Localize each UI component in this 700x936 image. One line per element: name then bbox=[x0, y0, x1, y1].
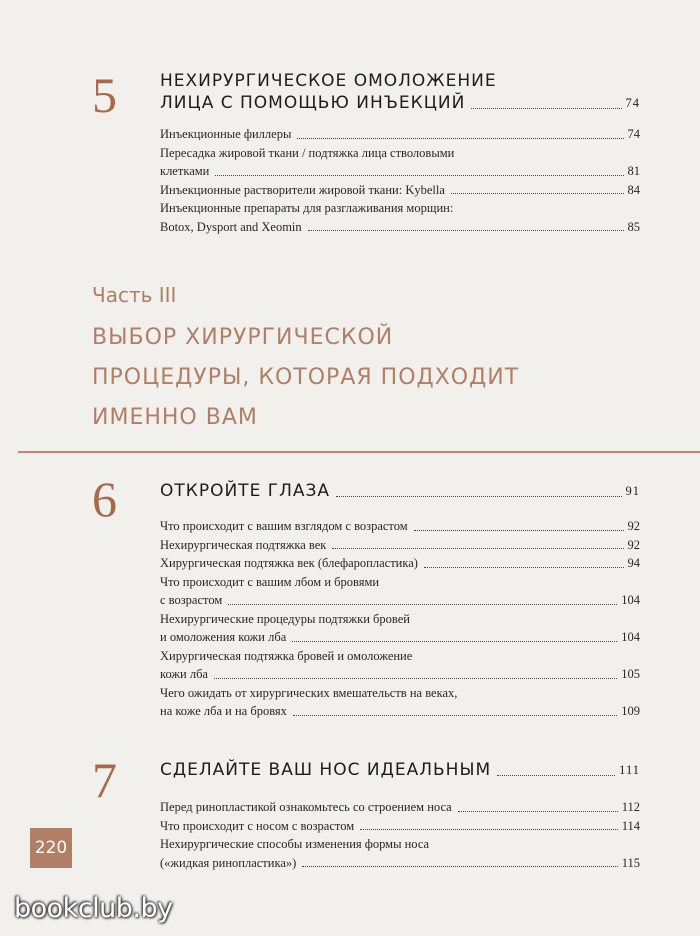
leader-dots bbox=[293, 715, 617, 716]
part-title-line: ПРОЦЕДУРЫ, КОТОРАЯ ПОДХОДИТ bbox=[92, 365, 520, 390]
toc-entry-page: 94 bbox=[627, 556, 640, 570]
toc-entry-page: 92 bbox=[627, 519, 640, 533]
toc-entry[interactable] bbox=[160, 798, 640, 817]
part-title-line: ИМЕННО ВАМ bbox=[92, 405, 258, 430]
toc-entries bbox=[160, 798, 640, 872]
toc-entry-text: Что происходит с носом с возрастом bbox=[160, 818, 355, 833]
toc-entry[interactable] bbox=[160, 817, 640, 836]
toc-entry[interactable] bbox=[160, 517, 640, 536]
toc-entry[interactable] bbox=[160, 554, 640, 573]
chapter-title[interactable] bbox=[160, 480, 640, 502]
toc-entry-text: Хирургическая подтяжка бровей и омоложение bbox=[160, 648, 413, 663]
chapter-number: 7 bbox=[92, 752, 117, 808]
toc-entry-text: Botox, Dysport and Xeomin bbox=[160, 219, 302, 234]
chapter-page: 91 bbox=[625, 484, 640, 498]
leader-dots bbox=[471, 108, 621, 109]
part-title-line: ВЫБОР ХИРУРГИЧЕСКОЙ bbox=[92, 325, 394, 350]
toc-entry-text: Что происходит с вашим лбом и бровями bbox=[160, 574, 380, 589]
toc-entry-text: Нехирургические процедуры подтяжки бровей bbox=[160, 611, 410, 626]
leader-dots bbox=[497, 775, 615, 776]
toc-entry-page: 112 bbox=[621, 800, 640, 814]
toc-entry[interactable] bbox=[160, 610, 640, 647]
toc-entry[interactable] bbox=[160, 181, 640, 200]
leader-dots bbox=[214, 678, 617, 679]
toc-entry[interactable] bbox=[160, 573, 640, 610]
leader-dots bbox=[451, 193, 624, 194]
toc-entry-text: клетками bbox=[160, 164, 210, 178]
toc-entry-text: Чего ожидать от хирургических вмешательств на веках, bbox=[160, 685, 458, 700]
leader-dots bbox=[414, 530, 624, 531]
chapter-page: 74 bbox=[625, 96, 640, 110]
chapter-title[interactable] bbox=[160, 70, 640, 114]
toc-entry-page: 105 bbox=[621, 667, 640, 681]
toc-entry-text: Пересадка жировой ткани / подтяжка лица стволовыми bbox=[160, 145, 455, 160]
toc-entry-page: 115 bbox=[621, 855, 640, 870]
leader-dots bbox=[292, 641, 617, 642]
leader-dots bbox=[424, 567, 624, 568]
chapter-page: 111 bbox=[619, 763, 640, 777]
part-title[interactable] bbox=[92, 318, 519, 438]
toc-entry[interactable] bbox=[160, 144, 640, 181]
toc-entry-text: Хирургическая подтяжка век (блефаропластика) bbox=[160, 556, 418, 570]
toc-entry[interactable] bbox=[160, 536, 640, 555]
toc-entry-text: Инъекционные растворители жировой ткани: Kybella bbox=[160, 182, 445, 197]
toc-entry-page: 92 bbox=[627, 537, 640, 552]
chapter-title-line: НЕХИРУРГИЧЕСКОЕ ОМОЛОЖЕНИЕ bbox=[160, 71, 497, 91]
toc-entry-text: («жидкая ринопластика») bbox=[160, 855, 297, 870]
leader-dots bbox=[360, 829, 618, 830]
leader-dots bbox=[308, 230, 624, 231]
toc-entry-text: Инъекционные филлеры bbox=[160, 127, 292, 141]
toc-entry[interactable] bbox=[160, 199, 640, 236]
toc-entry[interactable] bbox=[160, 835, 640, 872]
toc-entry-text: и омоложения кожи лба bbox=[160, 630, 287, 644]
toc-entry-page: 114 bbox=[621, 818, 640, 833]
toc-entry-text: Нехирургическая подтяжка век bbox=[160, 537, 327, 552]
toc-entries bbox=[160, 517, 640, 721]
toc-entry-page: 104 bbox=[621, 593, 640, 607]
toc-entry-text: Что происходит с вашим взглядом с возрастом bbox=[160, 519, 408, 533]
toc-entry[interactable] bbox=[160, 647, 640, 684]
chapter-title-line: ОТКРОЙТЕ ГЛАЗА bbox=[160, 481, 331, 501]
toc-entry-text: кожи лба bbox=[160, 667, 208, 681]
leader-dots bbox=[458, 811, 618, 812]
toc-entry-text: Нехирургические способы изменения формы носа bbox=[160, 837, 430, 851]
toc-entry-page: 85 bbox=[627, 219, 640, 234]
leader-dots bbox=[332, 548, 623, 549]
toc-entry-text: с возрастом bbox=[160, 593, 223, 607]
toc-entry-page: 74 bbox=[627, 127, 640, 141]
leader-dots bbox=[228, 604, 617, 605]
leader-dots bbox=[215, 175, 623, 176]
toc-entries bbox=[160, 125, 640, 236]
toc-entry-text: Инъекционные препараты для разглаживания морщин: bbox=[160, 201, 454, 215]
toc-entry-page: 81 bbox=[627, 164, 640, 178]
watermark: bookclub.by bbox=[14, 893, 173, 924]
page-number-badge: 220 bbox=[30, 828, 72, 868]
toc-entry[interactable] bbox=[160, 684, 640, 721]
chapter-number: 6 bbox=[92, 471, 117, 527]
chapter-title-line: ЛИЦА С ПОМОЩЬЮ ИНЪЕКЦИЙ bbox=[160, 93, 466, 113]
leader-dots bbox=[302, 866, 617, 867]
toc-entry-text: на коже лба и на бровях bbox=[160, 704, 287, 718]
toc-entry-page: 84 bbox=[627, 182, 640, 197]
chapter-title-line: СДЕЛАЙТЕ ВАШ НОС ИДЕАЛЬНЫМ bbox=[160, 760, 492, 780]
chapter-number: 5 bbox=[92, 67, 117, 123]
toc-entry-page: 109 bbox=[621, 704, 640, 718]
section-divider bbox=[18, 451, 700, 453]
leader-dots bbox=[297, 138, 623, 139]
toc-entry-text: Перед ринопластикой ознакомьтесь со строением носа bbox=[160, 800, 452, 814]
chapter-title[interactable] bbox=[160, 759, 640, 781]
part-label: Часть III bbox=[92, 283, 177, 307]
leader-dots bbox=[336, 496, 621, 497]
toc-entry[interactable] bbox=[160, 125, 640, 144]
toc-entry-page: 104 bbox=[621, 630, 640, 644]
